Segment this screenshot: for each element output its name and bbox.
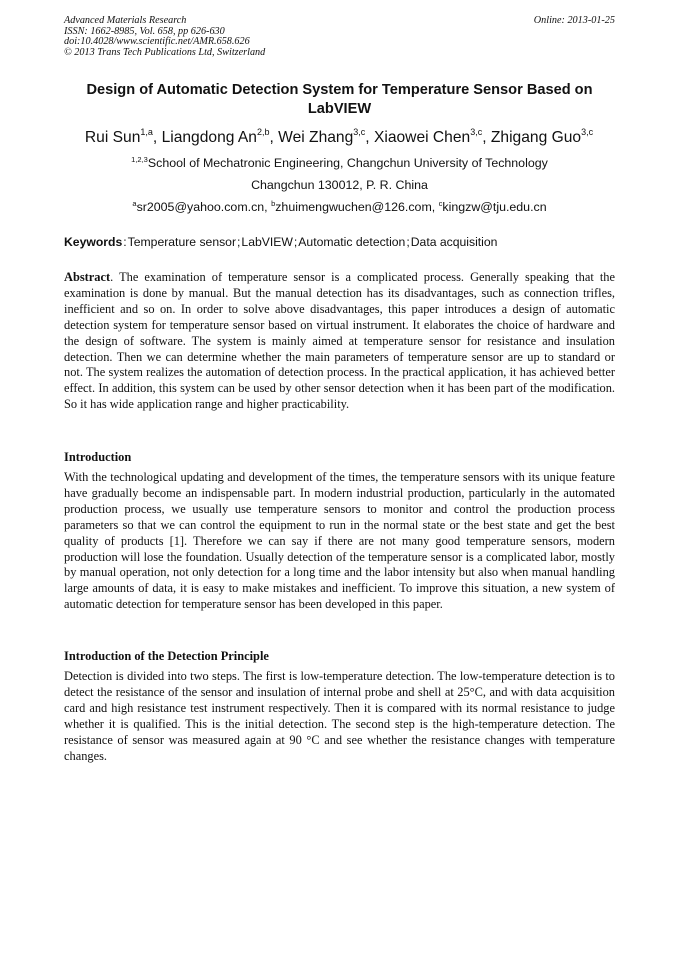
keywords-line	[64, 235, 615, 250]
section-text-introduction: With the technological updating and development of the times, the temperature sensors with its unique feature have gradually become an indispensable part. In modern industrial production, particularly in the automated production process, we usually use temperature sensors to monitor and control the production process parameters so that we can control the equipment to run in the normal state or the best state and get the best quality of products [1]. Therefore we can say if there are not many good temperature sensors, modern production will lose the foundation. Usually detection of the temperature sensor is a complicated labor, mostly by manual operation, not only detection for a long time and the labor intensity but also when manual handling large amounts of data, it is easy to make mistakes and inefficient. To improve this situation, a new system of automatic detection for temperature sensor has been developed in this paper.	[64, 470, 615, 612]
paper-title: Design of Automatic Detection System for Temperature Sensor Based on LabVIEW	[86, 82, 593, 117]
author-name: Liangdong An	[161, 129, 257, 146]
keyword-item: Data acquisition	[410, 235, 498, 249]
author-name: Zhigang Guo	[490, 129, 582, 146]
author-superscript: 3,c	[581, 126, 594, 137]
abstract-label: Abstract	[64, 270, 111, 284]
email-superscript: a	[132, 198, 137, 208]
section-heading-introduction: Introduction	[64, 450, 132, 464]
copyright-line: © 2013 Trans Tech Publications Ltd, Switzerland	[64, 46, 266, 58]
affiliation-line-1	[64, 156, 615, 171]
keyword-separator: ;	[237, 235, 241, 249]
author-name: Rui Sun	[84, 129, 141, 146]
abstract-paragraph	[64, 270, 615, 413]
affiliation-line-2: Changchun 130012, P. R. China	[251, 178, 428, 192]
email-link[interactable]: zhuimengwuchen@126.com	[275, 200, 432, 214]
email-link[interactable]: sr2005@yahoo.com.cn	[136, 200, 265, 214]
section-heading-detection-principle: Introduction of the Detection Principle	[64, 649, 269, 663]
doi-line: doi:10.4028/www.scientific.net/AMR.658.626	[64, 36, 250, 48]
email-line: $^a$sr2005@yahoo.com.cn, $^b$zhuimengwuchen@126.com, $^c$kingzw@tju.edu.cn	[132, 198, 547, 214]
author-superscript: 1,a	[140, 126, 153, 137]
journal-name: Advanced Materials Research	[64, 15, 187, 26]
email-link[interactable]: kingzw@tju.edu.cn	[442, 200, 547, 214]
keywords-colon: :	[123, 235, 127, 249]
keyword-item: Temperature sensor	[127, 235, 237, 249]
keywords-label: Keywords	[64, 235, 123, 249]
keyword-item: LabVIEW	[241, 235, 293, 249]
issn-line: ISSN: 1662-8985, Vol. 658, pp 626-630	[64, 25, 225, 37]
author-superscript: 2,b	[256, 126, 270, 137]
keyword-item: Automatic detection	[298, 235, 406, 249]
email-superscript: b	[271, 198, 276, 208]
email-superscript: c	[438, 198, 443, 208]
abstract-text: . The examination of temperature sensor is a complicated process. Generally speaking that the examination is done by manual. But the manual detection has its disadvantages, such as connection trifles, inefficient and so on. In order to solve above disadvantages, this paper introduces a design of automatic detection system for temperature sensor based on virtual instrument. It elaborates the choice of hardware and the design of software. The system is mainly aimed at temperature sensor for resistance and insulation detection. Then we can determine whether the main parameters of temperature sensor are up to standard or not. The system realizes the automation of detection process. In the practical application, it has achieved better effect. In addition, this system can be used by other sensor detection when it has been part of the modification. So it has wide application range and higher practicability.	[64, 270, 615, 412]
author-name: Xiaowei Chen	[373, 129, 471, 146]
journal-header	[64, 16, 615, 58]
author-name: Wei Zhang	[278, 129, 354, 146]
keyword-separator: ;	[293, 235, 298, 249]
author-superscript: 3,c	[353, 126, 366, 137]
author-list: Rui Sun$^{1,a}$, Liangdong An$^{2,b}$, Wei Zhang$^{3,c}$, Xiaowei Chen$^{3,c}$, Zhigang Guo$^{3,c}$	[84, 126, 594, 146]
author-superscript: 3,c	[470, 126, 483, 137]
affiliation-superscript: 1,2,3	[131, 154, 148, 164]
affiliation-school: School of Mechatronic Engineering, Changchun University of Technology	[147, 156, 548, 170]
keyword-separator: ;	[406, 235, 410, 249]
online-date: Online: 2013-01-25	[533, 15, 615, 26]
section-text-detection-principle: Detection is divided into two steps. The first is low-temperature detection. The low-temperature detection is to detect the resistance of the sensor and insulation of internal probe and shell at 25°C, and with data acquisition card and high resistance test instrument respectively. Then it is compared with its normal resistance to judge whether it is qualified. This is the initial detection. The second step is the high-temperature detection. The resistance of sensor was measured again at 90 °C and see whether the resistance changes with temperature changes.	[64, 669, 615, 763]
